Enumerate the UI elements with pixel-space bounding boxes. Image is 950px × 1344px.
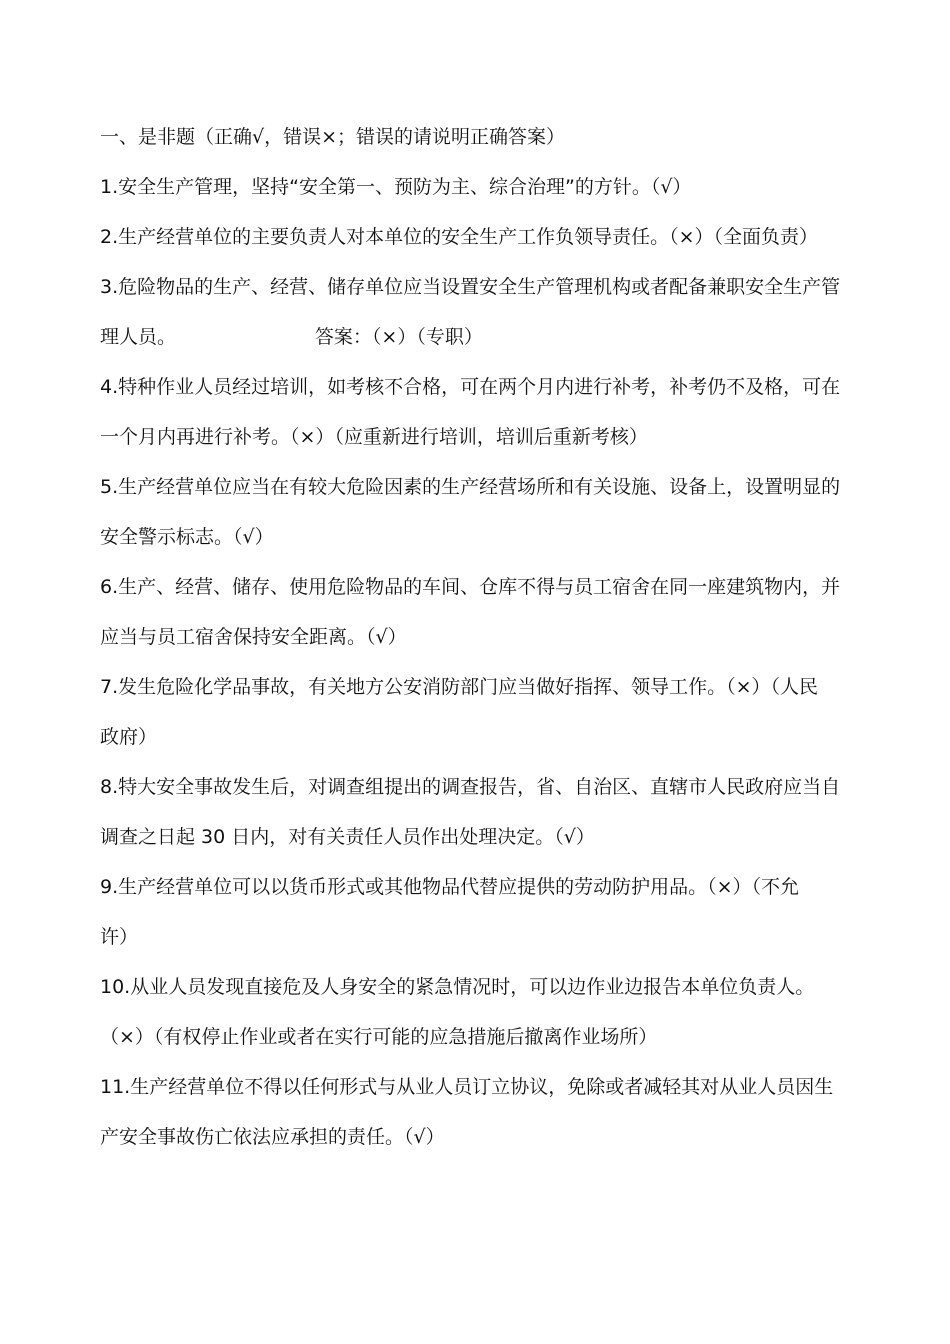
question-7-line-2: 政府） [100,726,158,748]
question-5-line-1: 5.生产经营单位应当在有较大危险因素的生产经营场所和有关设施、设备上，设置明显的 [100,476,841,498]
question-3-line-2: 理人员。 答案：（×）（专职） [100,326,483,348]
question-4-line-2: 一个月内再进行补考。（×）（应重新进行培训，培训后重新考核） [100,426,648,448]
question-3-line-1: 3.危险物品的生产、经营、储存单位应当设置安全生产管理机构或者配备兼职安全生产管 [100,276,841,298]
question-11-line-1: 11.生产经营单位不得以任何形式与从业人员订立协议，免除或者减轻其对从业人员因生 [100,1076,834,1098]
section-heading: 一、是非题（正确√，错误×；错误的请说明正确答案） [100,126,566,148]
question-6-line-2: 应当与员工宿舍保持安全距离。（√） [100,626,407,648]
question-6-line-1: 6.生产、经营、储存、使用危险物品的车间、仓库不得与员工宿舍在同一座建筑物内，并 [100,576,841,598]
question-8-line-1: 8.特大安全事故发生后，对调查组提出的调查报告，省、自治区、直辖市人民政府应当自 [100,776,841,798]
question-4-line-1: 4.特种作业人员经过培训，如考核不合格，可在两个月内进行补考，补考仍不及格，可在 [100,376,841,398]
question-9-line-2: 许） [100,926,139,948]
question-10-line-1: 10.从业人员发现直接危及人身安全的紧急情况时，可以边作业边报告本单位负责人。 [100,976,815,998]
question-7-line-1: 7.发生危险化学品事故，有关地方公安消防部门应当做好指挥、领导工作。（×）（人民 [100,676,819,698]
document-body [100,112,850,1162]
question-2: 2.生产经营单位的主要负责人对本单位的安全生产工作负领导责任。（×）（全面负责） [100,226,819,248]
question-9-line-1: 9.生产经营单位可以以货币形式或其他物品代替应提供的劳动防护用品。（×）（不允 [100,876,800,898]
question-1: 1.安全生产管理，坚持“安全第一、预防为主、综合治理”的方针。（√） [100,176,692,198]
question-11-line-2: 产安全事故伤亡依法应承担的责任。（√） [100,1126,445,1148]
question-8-line-2: 调查之日起 30 日内，对有关责任人员作出处理决定。（√） [100,826,595,848]
question-5-line-2: 安全警示标志。（√） [100,526,274,548]
question-10-line-2: （×）（有权停止作业或者在实行可能的应急措施后撤离作业场所） [100,1026,658,1048]
